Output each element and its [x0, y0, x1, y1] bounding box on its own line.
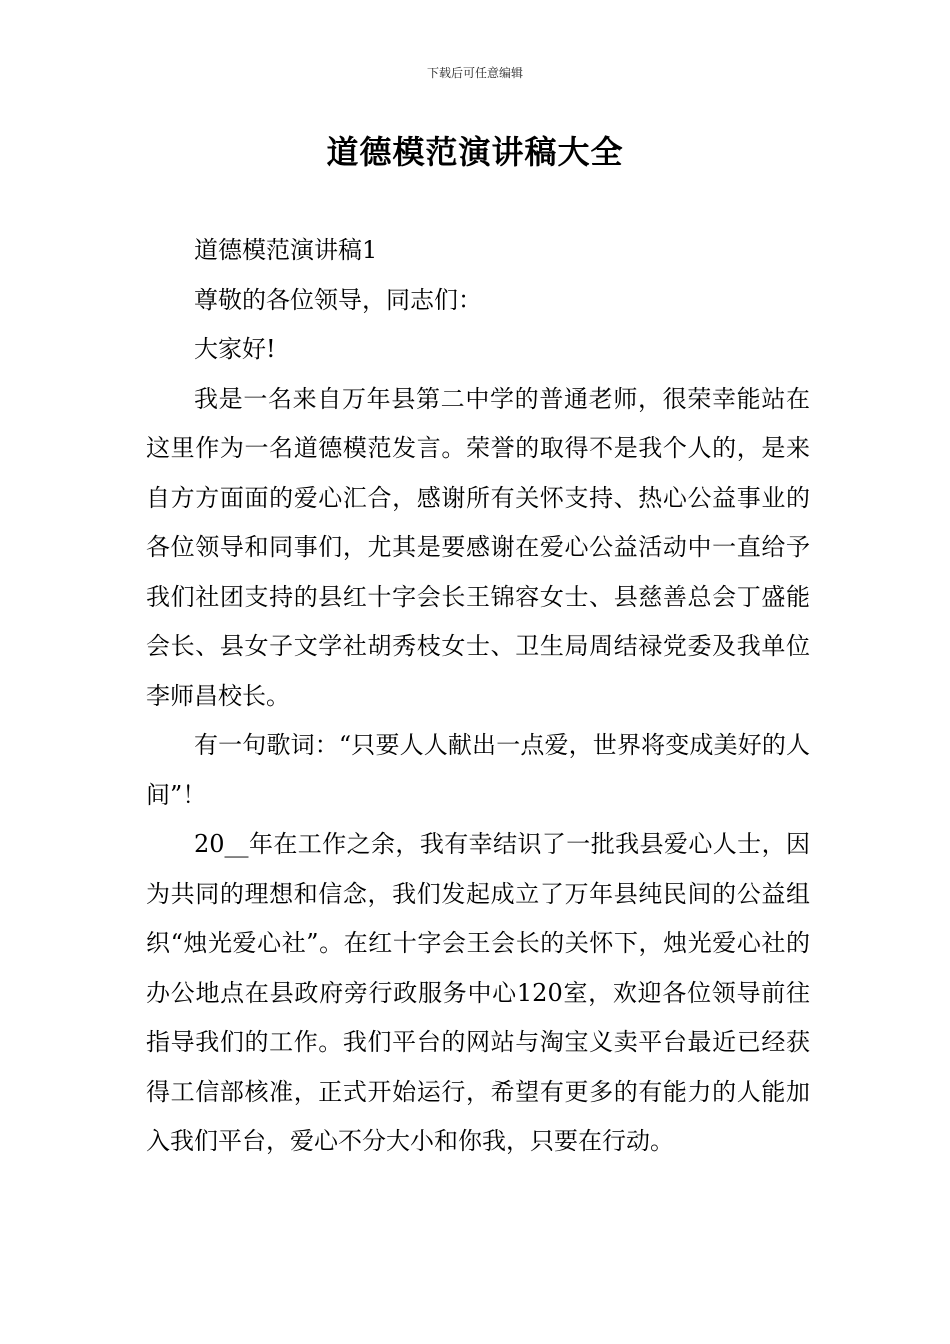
header-note: 下载后可任意编辑	[426, 66, 523, 80]
document-body	[146, 226, 810, 1167]
paragraph-salutation: 尊敬的各位领导，同志们：	[194, 285, 482, 314]
paragraph-organization: 20__年在工作之余，我有幸结识了一批我县爱心人士，因为共同的理想和信念，我们发起成立了万年县纯民间的公益组织“烛光爱心社”。在红十字会王会长的关怀下，烛光爱心社的办公地点在县政府旁行政服务中心120室，欢迎各位领导前往指导我们的工作。我们平台的网站与淘宝义卖平台最近已经获得工信部核准，正式开始运行，希望有更多的有能力的人能加入我们平台，爱心不分大小和你我，只要在行动。	[146, 830, 810, 1155]
paragraph-introduction: 我是一名来自万年县第二中学的普通老师，很荣幸能站在这里作为一名道德模范发言。荣誉的取得不是我个人的，是来自方方面面的爱心汇合，感谢所有关怀支持、热心公益事业的各位领导和同事们，尤其是要感谢在爱心公益活动中一直给予我们社团支持的县红十字会长王锦容女士、县慈善总会丁盛能会长、县女子文学社胡秀枝女士、卫生局周结禄党委及我单位李师昌校长。	[146, 384, 810, 710]
paragraph-lyric-quote: 有一句歌词：“只要人人献出一点爱，世界将变成美好的人间”！	[146, 731, 810, 809]
document-title: 道德模范演讲稿大全	[326, 133, 624, 171]
paragraph-heading: 道德模范演讲稿1	[194, 236, 378, 264]
paragraph-greeting: 大家好!	[194, 335, 276, 363]
